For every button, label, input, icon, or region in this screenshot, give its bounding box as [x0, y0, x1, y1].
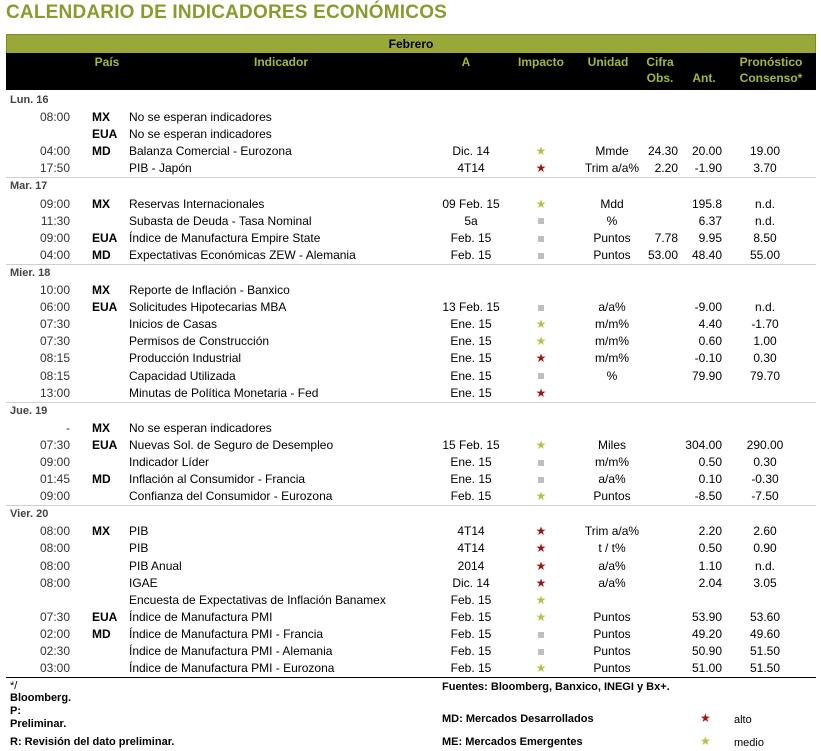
- table-row: [6, 540, 816, 557]
- unit-cell: Puntos: [593, 644, 631, 658]
- unit-cell: m/m%: [595, 334, 629, 349]
- time-cell: 07:30: [39, 609, 70, 624]
- table-row: [6, 609, 816, 626]
- previous-cell: 195.8: [691, 196, 722, 211]
- time-cell: 09:00: [39, 454, 70, 469]
- time-cell: 09:00: [39, 489, 70, 504]
- impact-star-alto-icon: ★: [535, 575, 547, 590]
- country-cell: MX: [92, 196, 110, 211]
- forecast-cell: n.d.: [754, 558, 775, 573]
- table-row: [6, 213, 816, 230]
- day-label: Mier. 18: [10, 266, 51, 279]
- previous-cell: 9.95: [698, 230, 722, 245]
- previous-cell: -1.90: [694, 161, 722, 176]
- previous-cell: 4.40: [698, 317, 722, 332]
- forecast-cell: 3.05: [753, 575, 777, 590]
- forecast-cell: n.d.: [754, 300, 775, 315]
- table-row: [6, 558, 816, 575]
- country-cell: EUA: [92, 230, 118, 245]
- previous-cell: 79.90: [691, 368, 722, 383]
- table-row: [6, 109, 816, 126]
- period-cell: Feb. 15: [450, 592, 492, 607]
- footnote-4: Preliminar.: [10, 718, 67, 730]
- day-header-row: [6, 505, 816, 523]
- previous-cell: 1.10: [698, 558, 722, 573]
- unit-cell: Trim a/a%: [584, 161, 640, 176]
- sources-note: Fuentes: Bloomberg, Banxico, INEGI y Bx+.: [442, 681, 670, 693]
- impact-star-alto-icon: ★: [535, 351, 547, 366]
- footnote-3: P:: [10, 705, 21, 717]
- day-header-row: [6, 92, 816, 109]
- month-bar: Febrero: [6, 34, 816, 54]
- period-cell: Feb. 15: [450, 489, 492, 504]
- table-header: [6, 34, 816, 90]
- time-cell: 10:00: [39, 283, 70, 298]
- period-cell: Ene. 15: [450, 385, 492, 400]
- unit-cell: a/a%: [598, 558, 626, 573]
- table-row: [6, 385, 816, 402]
- indicator-cell: PIB Anual: [129, 558, 182, 573]
- country-cell: EUA: [92, 127, 118, 142]
- time-cell: 04:00: [39, 144, 70, 159]
- forecast-cell: 0.30: [753, 351, 777, 366]
- time-cell: 09:00: [39, 230, 70, 245]
- table-row: [6, 575, 816, 592]
- observed-cell: 24.30: [647, 144, 678, 159]
- impact-star-medio-icon: ★: [535, 317, 547, 332]
- indicator-cell: Inflación al Consumidor - Francia: [129, 472, 306, 487]
- indicator-cell: Confianza del Consumidor - Eurozona: [129, 489, 333, 504]
- impact-square-bajo-icon: [516, 454, 566, 471]
- impact-star-alto-icon: ★: [535, 161, 547, 176]
- forecast-cell: 51.50: [749, 661, 781, 676]
- country-cell: EUA: [92, 300, 118, 315]
- time-cell: 04:00: [39, 247, 70, 262]
- previous-cell: -0.10: [694, 351, 722, 366]
- page-title: CALENDARIO DE INDICADORES ECONÓMICOS: [6, 2, 448, 23]
- previous-cell: 50.90: [691, 644, 722, 658]
- impact-square-bajo-icon: [516, 643, 566, 660]
- period-cell: Ene. 15: [450, 368, 492, 383]
- previous-cell: 2.20: [698, 524, 722, 539]
- table-row: [6, 626, 816, 643]
- forecast-cell: 8.50: [753, 230, 777, 245]
- unit-cell: m/m%: [595, 454, 629, 469]
- table-row: [6, 454, 816, 471]
- period-cell: 4T14: [457, 524, 485, 539]
- forecast-cell: 55.00: [749, 247, 781, 262]
- previous-cell: -8.50: [694, 489, 722, 504]
- table-row: [6, 471, 816, 488]
- indicator-cell: Índice de Manufactura Empire State: [129, 230, 321, 245]
- time-cell: 02:30: [39, 644, 70, 658]
- indicator-cell: No se esperan indicadores: [129, 110, 272, 125]
- indicator-cell: Encuesta de Expectativas de Inflación Banamex: [129, 592, 386, 607]
- impact-star-alto-icon: ★: [535, 524, 547, 539]
- forecast-cell: -7.50: [751, 489, 779, 504]
- time-cell: 08:00: [39, 524, 70, 539]
- unit-cell: Puntos: [593, 626, 631, 641]
- indicator-cell: Expectativas Económicas ZEW - Alemania: [129, 247, 356, 262]
- time-cell: 02:00: [39, 626, 70, 641]
- time-cell: 08:00: [39, 575, 70, 590]
- period-cell: 2014: [457, 558, 485, 573]
- previous-cell: 0.50: [698, 454, 722, 469]
- forecast-cell: n.d.: [754, 196, 775, 211]
- impact-star-medio-icon: ★: [535, 144, 547, 159]
- unit-cell: m/m%: [595, 317, 629, 332]
- table-row: [6, 299, 816, 316]
- forecast-cell: 79.70: [749, 368, 781, 383]
- country-cell: MD: [92, 247, 111, 262]
- indicator-cell: PIB: [129, 524, 149, 539]
- header-pronostico: Pronóstico: [739, 55, 803, 69]
- period-cell: 5a: [464, 213, 478, 228]
- time-cell: 09:00: [39, 196, 70, 211]
- header-indicador: Indicador: [253, 55, 308, 69]
- indicator-cell: Índice de Manufactura PMI - Alemania: [129, 644, 333, 658]
- previous-cell: 53.90: [691, 609, 722, 624]
- legend-alto-label: alto: [734, 714, 752, 726]
- forecast-cell: 1.00: [753, 334, 777, 349]
- period-cell: 4T14: [457, 541, 485, 556]
- country-cell: MX: [92, 420, 110, 435]
- indicator-cell: Permisos de Construcción: [129, 334, 270, 349]
- impact-square-bajo-icon: [516, 626, 566, 643]
- table-row: [6, 143, 816, 160]
- unit-cell: Puntos: [593, 661, 631, 676]
- observed-cell: 53.00: [647, 247, 678, 262]
- header-consenso: Consenso*: [739, 71, 803, 85]
- forecast-cell: 3.70: [753, 161, 777, 176]
- indicator-cell: No se esperan indicadores: [129, 127, 272, 142]
- table-row: [6, 437, 816, 454]
- header-a: A: [461, 55, 471, 69]
- table-row: [6, 333, 816, 350]
- time-cell: 13:00: [39, 385, 70, 400]
- footnote-5: R: Revisión del dato preliminar.: [10, 736, 175, 748]
- table-row: [6, 282, 816, 299]
- time-cell: 06:00: [39, 300, 70, 315]
- country-cell: EUA: [92, 609, 118, 624]
- period-cell: 15 Feb. 15: [442, 437, 500, 452]
- forecast-cell: 290.00: [746, 437, 784, 452]
- day-header-row: [6, 402, 816, 420]
- forecast-cell: -0.30: [751, 472, 779, 487]
- indicator-table: [6, 92, 816, 677]
- unit-cell: Miles: [597, 437, 626, 452]
- country-cell: MD: [92, 144, 111, 159]
- impact-square-bajo-icon: [516, 471, 566, 488]
- time-cell: 08:15: [39, 368, 70, 383]
- unit-cell: Puntos: [593, 489, 631, 504]
- unit-cell: %: [606, 368, 618, 383]
- previous-cell: 2.04: [698, 575, 722, 590]
- day-label: Mar. 17: [10, 180, 48, 193]
- period-cell: Ene. 15: [450, 351, 492, 366]
- table-row: [6, 196, 816, 213]
- period-cell: 13 Feb. 15: [442, 300, 500, 315]
- legend-star-medio-icon: ★: [700, 734, 711, 748]
- unit-cell: Puntos: [593, 230, 631, 245]
- unit-cell: %: [606, 213, 618, 228]
- forecast-cell: 49.60: [749, 626, 781, 641]
- impact-star-alto-icon: ★: [535, 558, 547, 573]
- table-row: [6, 592, 816, 609]
- forecast-cell: -1.70: [751, 317, 779, 332]
- indicator-cell: Reporte de Inflación - Banxico: [129, 283, 290, 298]
- footnote-2: Bloomberg.: [10, 692, 72, 704]
- indicator-cell: Solicitudes Hipotecarias MBA: [129, 300, 287, 315]
- previous-cell: 0.10: [698, 472, 722, 487]
- table-row: [6, 660, 816, 677]
- indicator-cell: PIB: [129, 541, 149, 556]
- indicator-cell: Reservas Internacionales: [129, 196, 265, 211]
- period-cell: Ene. 15: [450, 334, 492, 349]
- time-cell: 07:30: [39, 437, 70, 452]
- period-cell: Feb. 15: [450, 609, 492, 624]
- table-row: [6, 160, 816, 177]
- period-cell: Ene. 15: [450, 472, 492, 487]
- legend-medio-label: medio: [734, 737, 764, 749]
- unit-cell: Trim a/a%: [584, 524, 640, 539]
- table-row: [6, 420, 816, 437]
- unit-cell: m/m%: [595, 351, 629, 366]
- time-cell: 01:45: [39, 472, 70, 487]
- header-unidad: Unidad: [587, 55, 629, 69]
- time-cell: 08:15: [39, 351, 70, 366]
- forecast-cell: 51.50: [749, 644, 781, 658]
- day-label: Lun. 16: [10, 94, 49, 106]
- previous-cell: 0.60: [698, 334, 722, 349]
- table-row: [6, 316, 816, 333]
- indicator-cell: Producción Industrial: [129, 351, 242, 366]
- indicator-cell: Subasta de Deuda - Tasa Nominal: [129, 213, 312, 228]
- previous-cell: -9.00: [694, 300, 722, 315]
- country-cell: MX: [92, 110, 110, 125]
- indicator-cell: Balanza Comercial - Eurozona: [129, 144, 292, 159]
- observed-cell: 2.20: [654, 161, 678, 176]
- country-cell: MX: [92, 283, 110, 298]
- previous-cell: 304.00: [685, 437, 722, 452]
- table-row: [6, 643, 816, 660]
- previous-cell: 20.00: [691, 144, 722, 159]
- footnote-1: */: [10, 680, 18, 692]
- previous-cell: 48.40: [691, 247, 722, 262]
- period-cell: Feb. 15: [450, 230, 492, 245]
- period-cell: Ene. 15: [450, 454, 492, 469]
- period-cell: Ene. 15: [450, 317, 492, 332]
- unit-cell: Mdd: [600, 196, 624, 211]
- forecast-cell: n.d.: [754, 213, 775, 228]
- legend-md: MD: Mercados Desarrollados: [442, 713, 594, 725]
- period-cell: 09 Feb. 15: [442, 196, 500, 211]
- forecast-cell: 2.60: [753, 524, 777, 539]
- time-cell: 08:00: [39, 541, 70, 556]
- table-row: [6, 230, 816, 247]
- time-cell: 07:30: [39, 317, 70, 332]
- header-obs: Obs.: [646, 71, 674, 85]
- previous-cell: 51.00: [691, 661, 722, 676]
- period-cell: Feb. 15: [450, 626, 492, 641]
- impact-square-bajo-icon: [516, 299, 566, 316]
- previous-cell: 49.20: [691, 626, 722, 641]
- header-impacto: Impacto: [517, 55, 564, 69]
- impact-star-alto-icon: ★: [535, 541, 547, 556]
- table-bottom-rule: [6, 677, 816, 678]
- table-row: [6, 523, 816, 540]
- indicator-cell: No se esperan indicadores: [129, 420, 272, 435]
- country-cell: EUA: [92, 437, 118, 452]
- table-row: [6, 368, 816, 385]
- table-row: [6, 350, 816, 367]
- indicator-cell: Índice de Manufactura PMI: [129, 609, 273, 624]
- impact-star-medio-icon: ★: [535, 489, 547, 504]
- impact-square-bajo-icon: [516, 247, 566, 264]
- header-ant: Ant.: [692, 71, 716, 85]
- time-cell: 08:00: [39, 558, 70, 573]
- indicator-cell: Índice de Manufactura PMI - Francia: [129, 626, 324, 641]
- country-cell: MD: [92, 472, 111, 487]
- indicator-cell: Minutas de Política Monetaria - Fed: [129, 385, 319, 400]
- unit-cell: Puntos: [593, 247, 631, 262]
- header-cifra: Cifra: [646, 55, 674, 69]
- period-cell: Feb. 15: [450, 661, 492, 676]
- forecast-cell: 53.60: [749, 609, 781, 624]
- legend-me: ME: Mercados Emergentes: [442, 736, 583, 748]
- indicator-cell: IGAE: [129, 575, 158, 590]
- time-cell: 11:30: [40, 213, 70, 228]
- legend-star-alto-icon: ★: [700, 711, 711, 725]
- forecast-cell: 0.30: [753, 454, 777, 469]
- period-cell: Dic. 14: [452, 575, 490, 590]
- country-cell: MX: [92, 524, 110, 539]
- unit-cell: a/a%: [598, 472, 626, 487]
- day-header-row: [6, 264, 816, 282]
- impact-star-medio-icon: ★: [535, 437, 547, 452]
- previous-cell: 0.50: [698, 541, 722, 556]
- indicator-cell: Inicios de Casas: [129, 317, 218, 332]
- country-cell: MD: [92, 626, 111, 641]
- forecast-cell: 19.00: [749, 144, 781, 159]
- time-cell: 07:30: [39, 334, 70, 349]
- impact-star-medio-icon: ★: [535, 196, 547, 211]
- day-header-row: [6, 177, 816, 195]
- time-cell: 17:50: [39, 161, 70, 176]
- impact-star-medio-icon: ★: [535, 661, 547, 676]
- table-row: [6, 126, 816, 143]
- forecast-cell: 0.90: [753, 541, 777, 556]
- day-label: Vier. 20: [10, 508, 49, 521]
- time-cell: -: [66, 420, 70, 435]
- impact-square-bajo-icon: [516, 230, 566, 247]
- impact-star-medio-icon: ★: [535, 592, 547, 607]
- column-headers: [6, 53, 816, 90]
- indicator-cell: PIB - Japón: [129, 161, 192, 176]
- table-row: [6, 247, 816, 264]
- impact-star-medio-icon: ★: [535, 334, 547, 349]
- unit-cell: t / t%: [598, 541, 626, 556]
- unit-cell: a/a%: [598, 300, 626, 315]
- table-row: [6, 488, 816, 505]
- previous-cell: 6.37: [698, 213, 722, 228]
- impact-square-bajo-icon: [516, 368, 566, 385]
- time-cell: 08:00: [39, 110, 70, 125]
- impact-star-alto-icon: ★: [535, 385, 547, 400]
- period-cell: Feb. 15: [450, 247, 492, 262]
- day-label: Jue. 19: [10, 404, 48, 417]
- impact-square-bajo-icon: [516, 213, 566, 230]
- period-cell: Feb. 15: [450, 644, 492, 658]
- header-pais: País: [94, 55, 120, 69]
- indicator-cell: Nuevas Sol. de Seguro de Desempleo: [129, 437, 334, 452]
- indicator-cell: Índice de Manufactura PMI - Eurozona: [129, 661, 335, 676]
- impact-star-medio-icon: ★: [535, 609, 547, 624]
- period-cell: 4T14: [457, 161, 485, 176]
- time-cell: 03:00: [39, 661, 70, 676]
- indicator-cell: Capacidad Utilizada: [129, 368, 236, 383]
- indicator-cell: Indicador Líder: [129, 454, 210, 469]
- observed-cell: 7.78: [654, 230, 678, 245]
- period-cell: Dic. 14: [452, 144, 490, 159]
- unit-cell: a/a%: [598, 575, 626, 590]
- unit-cell: Mmde: [595, 144, 629, 159]
- unit-cell: Puntos: [593, 609, 631, 624]
